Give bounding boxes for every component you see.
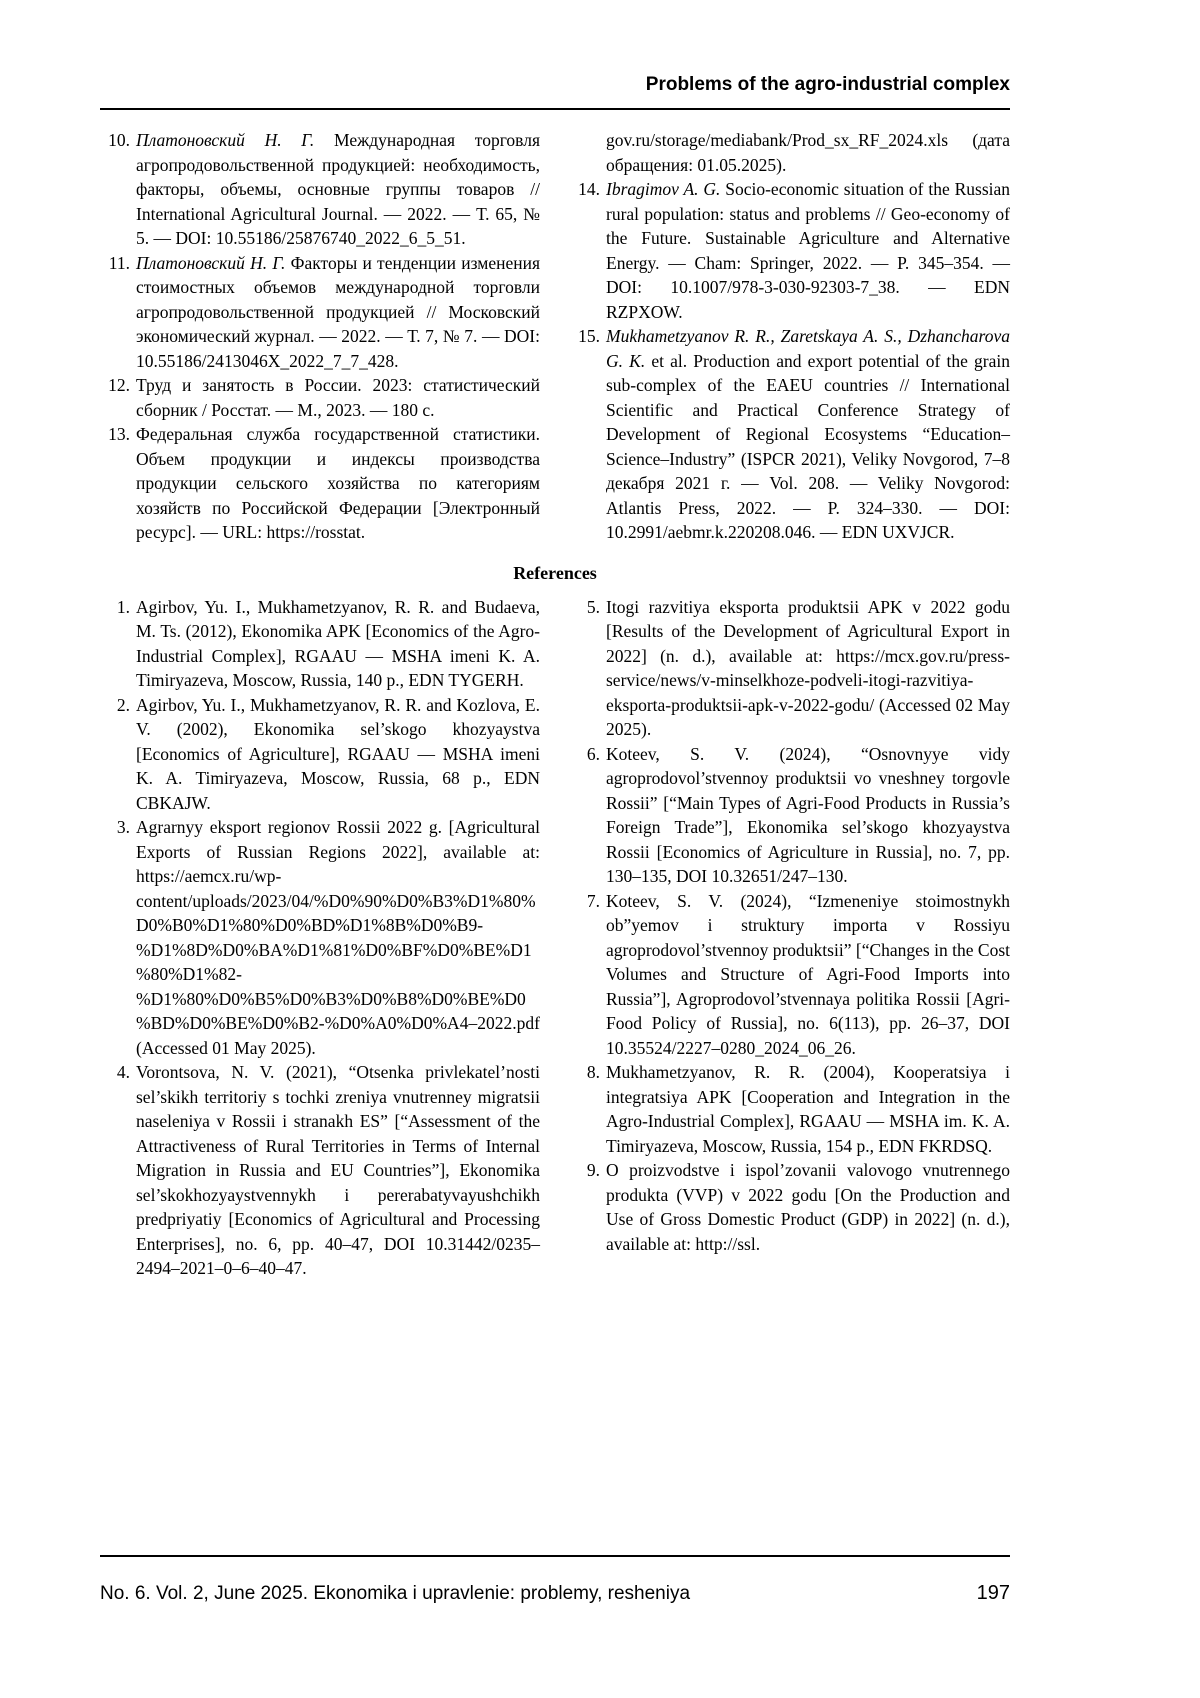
reference-authors: Платоновский Н. Г. <box>136 252 286 273</box>
reference-text: Itogi razvitiya eksporta produktsii APK v 2022 godu [Results of the Development of Agricultural Export in 2022] (n. d.), available at: https://mcx.gov.ru/press-service/news/v-minselkhoze-podveli-itogi-razvitiya-eksporta-produktsii-apk-v-2022-godu/ (Accessed 02 May 2025). <box>606 596 1010 739</box>
bibliography-russian-section <box>100 128 1010 545</box>
reference-text: Koteev, S. V. (2024), “Izmeneniye stoimostnykh ob”yemov i struktury importa v Rossiyu agroprodovol’stvennoy produktsii” [“Changes in the Cost Volumes and Structure of Agri-Food Imports into Russia”], Agroprodovol’stvennaya politika Rossii [Agri-Food Policy of Russia], no. 6(113), pp. 26–37, DOI 10.35524/2227–0280_2024_06_26. <box>606 890 1010 1058</box>
reference-item <box>100 595 540 693</box>
reference-text: Факторы и тенденции изменения стоимостных объемов международной торговли агропродовольственной продукцией // Московский экономический журнал. — 2022. — Т. 7, № 7. — DOI: 10.55186/2413046X_2022_7_7_428. <box>136 252 540 371</box>
reference-number: 5. <box>586 596 600 617</box>
references-heading: References <box>513 562 597 583</box>
reference-text: Международная торговля агропродовольственной продукцией: необходимость, факторы, объемы, основные группы товаров // International Agricultural Journal. — 2022. — Т. 65, № 5. — DOI: 10.55186/25876740_2022_6_5_51. <box>136 130 540 248</box>
reference-number: 1. <box>116 596 130 617</box>
reference-item <box>100 128 540 251</box>
reference-item <box>100 373 540 422</box>
page-number: 197 <box>976 1582 1010 1604</box>
reference-item <box>570 1060 1010 1158</box>
reference-number: 15. <box>578 326 600 346</box>
reference-number: 10. <box>108 130 130 150</box>
reference-item <box>570 742 1010 889</box>
references-right-column <box>570 595 1010 1281</box>
reference-item <box>100 1060 540 1281</box>
reference-text: Socio-economic situation of the Russian rural population: status and problems // Geo-economy of the Future. Sustainable Agriculture and Alternative Energy. — Cham: Springer, 2022. — P. 345–354. — DOI: 10.1007/978-3-030-92303-7_38. — EDN RZPXOW. <box>606 179 1011 322</box>
reference-number: 6. <box>586 743 600 764</box>
reference-text: et al. Production and export potential of the grain sub-complex of the EAEU countries // International Scientific and Practical Conference Strategy of Development of Regional Ecosystems “Education–Science–Industry” (ISPCR 2021), Veliky Novgorod, 7–8 декабря 2021 г. — Vol. 208. — Veliky Novgorod: Atlantis Press, 2022. — P. 324–330. — DOI: 10.2991/aebmr.k.220208.046. — EDN UXVJCR. <box>606 350 1011 542</box>
reference-text: Agirbov, Yu. I., Mukhametzyanov, R. R. and Kozlova, E. V. (2002), Ekonomika sel’skogo khozyaystva [Economics of Agriculture], RGAAU — MSHA imeni K. A. Timiryazeva, Moscow, Russia, 68 p., EDN CBKAJW. <box>136 694 540 813</box>
reference-number: 3. <box>116 817 130 837</box>
reference-item <box>570 595 1010 742</box>
reference-item <box>100 422 540 545</box>
reference-item <box>100 251 540 374</box>
reference-authors: Ibragimov A. G. <box>606 179 721 199</box>
reference-number: 13. <box>108 424 130 444</box>
reference-number: 12. <box>108 375 130 395</box>
reference-text: Mukhametzyanov, R. R. (2004), Kooperatsiya i integratsiya APK [Cooperation and Integration in the Agro-Industrial Complex], RGAAU — MSHA im. K. A. Timiryazeva, Moscow, Russia, 154 p., EDN FKRDSQ. <box>606 1062 1010 1156</box>
header-rule <box>100 108 1010 110</box>
reference-item <box>100 693 540 816</box>
page-footer <box>100 1555 1010 1606</box>
reference-authors: Платоновский Н. Г. <box>136 130 315 150</box>
bibliography-right-column <box>570 128 1010 545</box>
reference-item <box>100 815 540 1060</box>
reference-item <box>570 889 1010 1061</box>
reference-text: Agrarnyy eksport regionov Rossii 2022 g. [Agricultural Exports of Russian Regions 2022], available at: https://aemcx.ru/wp-content/uploads/2023/04/%D0%90%D0%B3%D1%80%D0%B0%D1%80%D0%BD%D1%8B%D0%B9-%D1%8D%D0%BA%D1%81%D0%BF%D0%BE%D1%80%D1%82-%D1%80%D0%B5%D0%B3%D0%B8%D0%BE%D0%BD%D0%BE%D0%B2-%D0%A0%D0%A4–2022.pdf (Accessed 01 May 2025). <box>136 817 540 1058</box>
reference-item <box>570 1158 1010 1256</box>
reference-number: 14. <box>578 179 600 199</box>
reference-text: O proizvodstve i ispol’zovanii valovogo vnutrennego produkta (VVP) v 2022 godu [On the Production and Use of Gross Domestic Product (GDP) in 2022] (n. d.), available at: http://ssl. <box>606 1160 1010 1254</box>
reference-number: 11. <box>108 252 130 273</box>
reference-item-continuation <box>570 128 1010 177</box>
reference-text: Vorontsova, N. V. (2021), “Otsenka privlekatel’nosti sel’skikh territoriy s tochki zreniya vnutrenney migratsii naseleniya v Rossii i stranakh ES” [“Assessment of the Attractiveness of Rural Territories in Terms of Internal Migration in Russia and EU Countries”], Ekonomika sel’skokhozyaystvennykh i pererabatyvayushchikh predpriyatiy [Economics of Agricultural and Processing Enterprises], no. 6, pp. 40–47, DOI 10.31442/0235–2494–2021–0–6–40–47. <box>136 1062 540 1278</box>
reference-text: Agirbov, Yu. I., Mukhametzyanov, R. R. and Budaeva, M. Ts. (2012), Ekonomika APK [Economics of the Agro-Industrial Complex], RGAAU — MSHA imeni K. A. Timiryazeva, Moscow, Russia, 140 p., EDN TYGERH. <box>136 596 540 690</box>
reference-number: 9. <box>586 1160 600 1180</box>
reference-text: Труд и занятость в России. 2023: статистический сборник / Росстат. — М., 2023. — 180 с. <box>136 375 540 420</box>
reference-number: 2. <box>116 694 130 715</box>
bibliography-left-column <box>100 128 540 545</box>
reference-text: gov.ru/storage/mediabank/Prod_sx_RF_2024.xls (дата обращения: 01.05.2025). <box>606 130 1010 175</box>
reference-authors: Mukhametzyanov R. R., Zaretskaya A. S., Dzhancharova G. K. <box>606 326 1010 371</box>
references-left-column <box>100 595 540 1281</box>
reference-item <box>570 177 1010 324</box>
reference-number: 8. <box>586 1062 600 1082</box>
reference-text: Федеральная служба государственной статистики. Объем продукции и индексы производства продукции сельского хозяйства по категориям хозяйств по Российской Федерации [Электронный ресурс]. — URL: https://rosstat. <box>136 424 540 542</box>
reference-text: Koteev, S. V. (2024), “Osnovnyye vidy agroprodovol’stvennoy produktsii vo vneshney torgovle Rossii” [“Main Types of Agri-Food Products in Russia’s Foreign Trade”], Ekonomika sel’skogo khozyaystva Rossii [Economics of Agriculture in Russia], no. 7, pp. 130–135, DOI 10.32651/247–130. <box>606 743 1010 886</box>
footer-issue-info: No. 6. Vol. 2, June 2025. Ekonomika i upravlenie: problemy, resheniya <box>100 1583 691 1604</box>
reference-number: 4. <box>116 1062 130 1082</box>
running-head: Problems of the agro-industrial complex <box>645 74 1010 95</box>
reference-item <box>570 324 1010 545</box>
reference-number: 7. <box>586 890 600 911</box>
references-section <box>100 595 1010 1281</box>
